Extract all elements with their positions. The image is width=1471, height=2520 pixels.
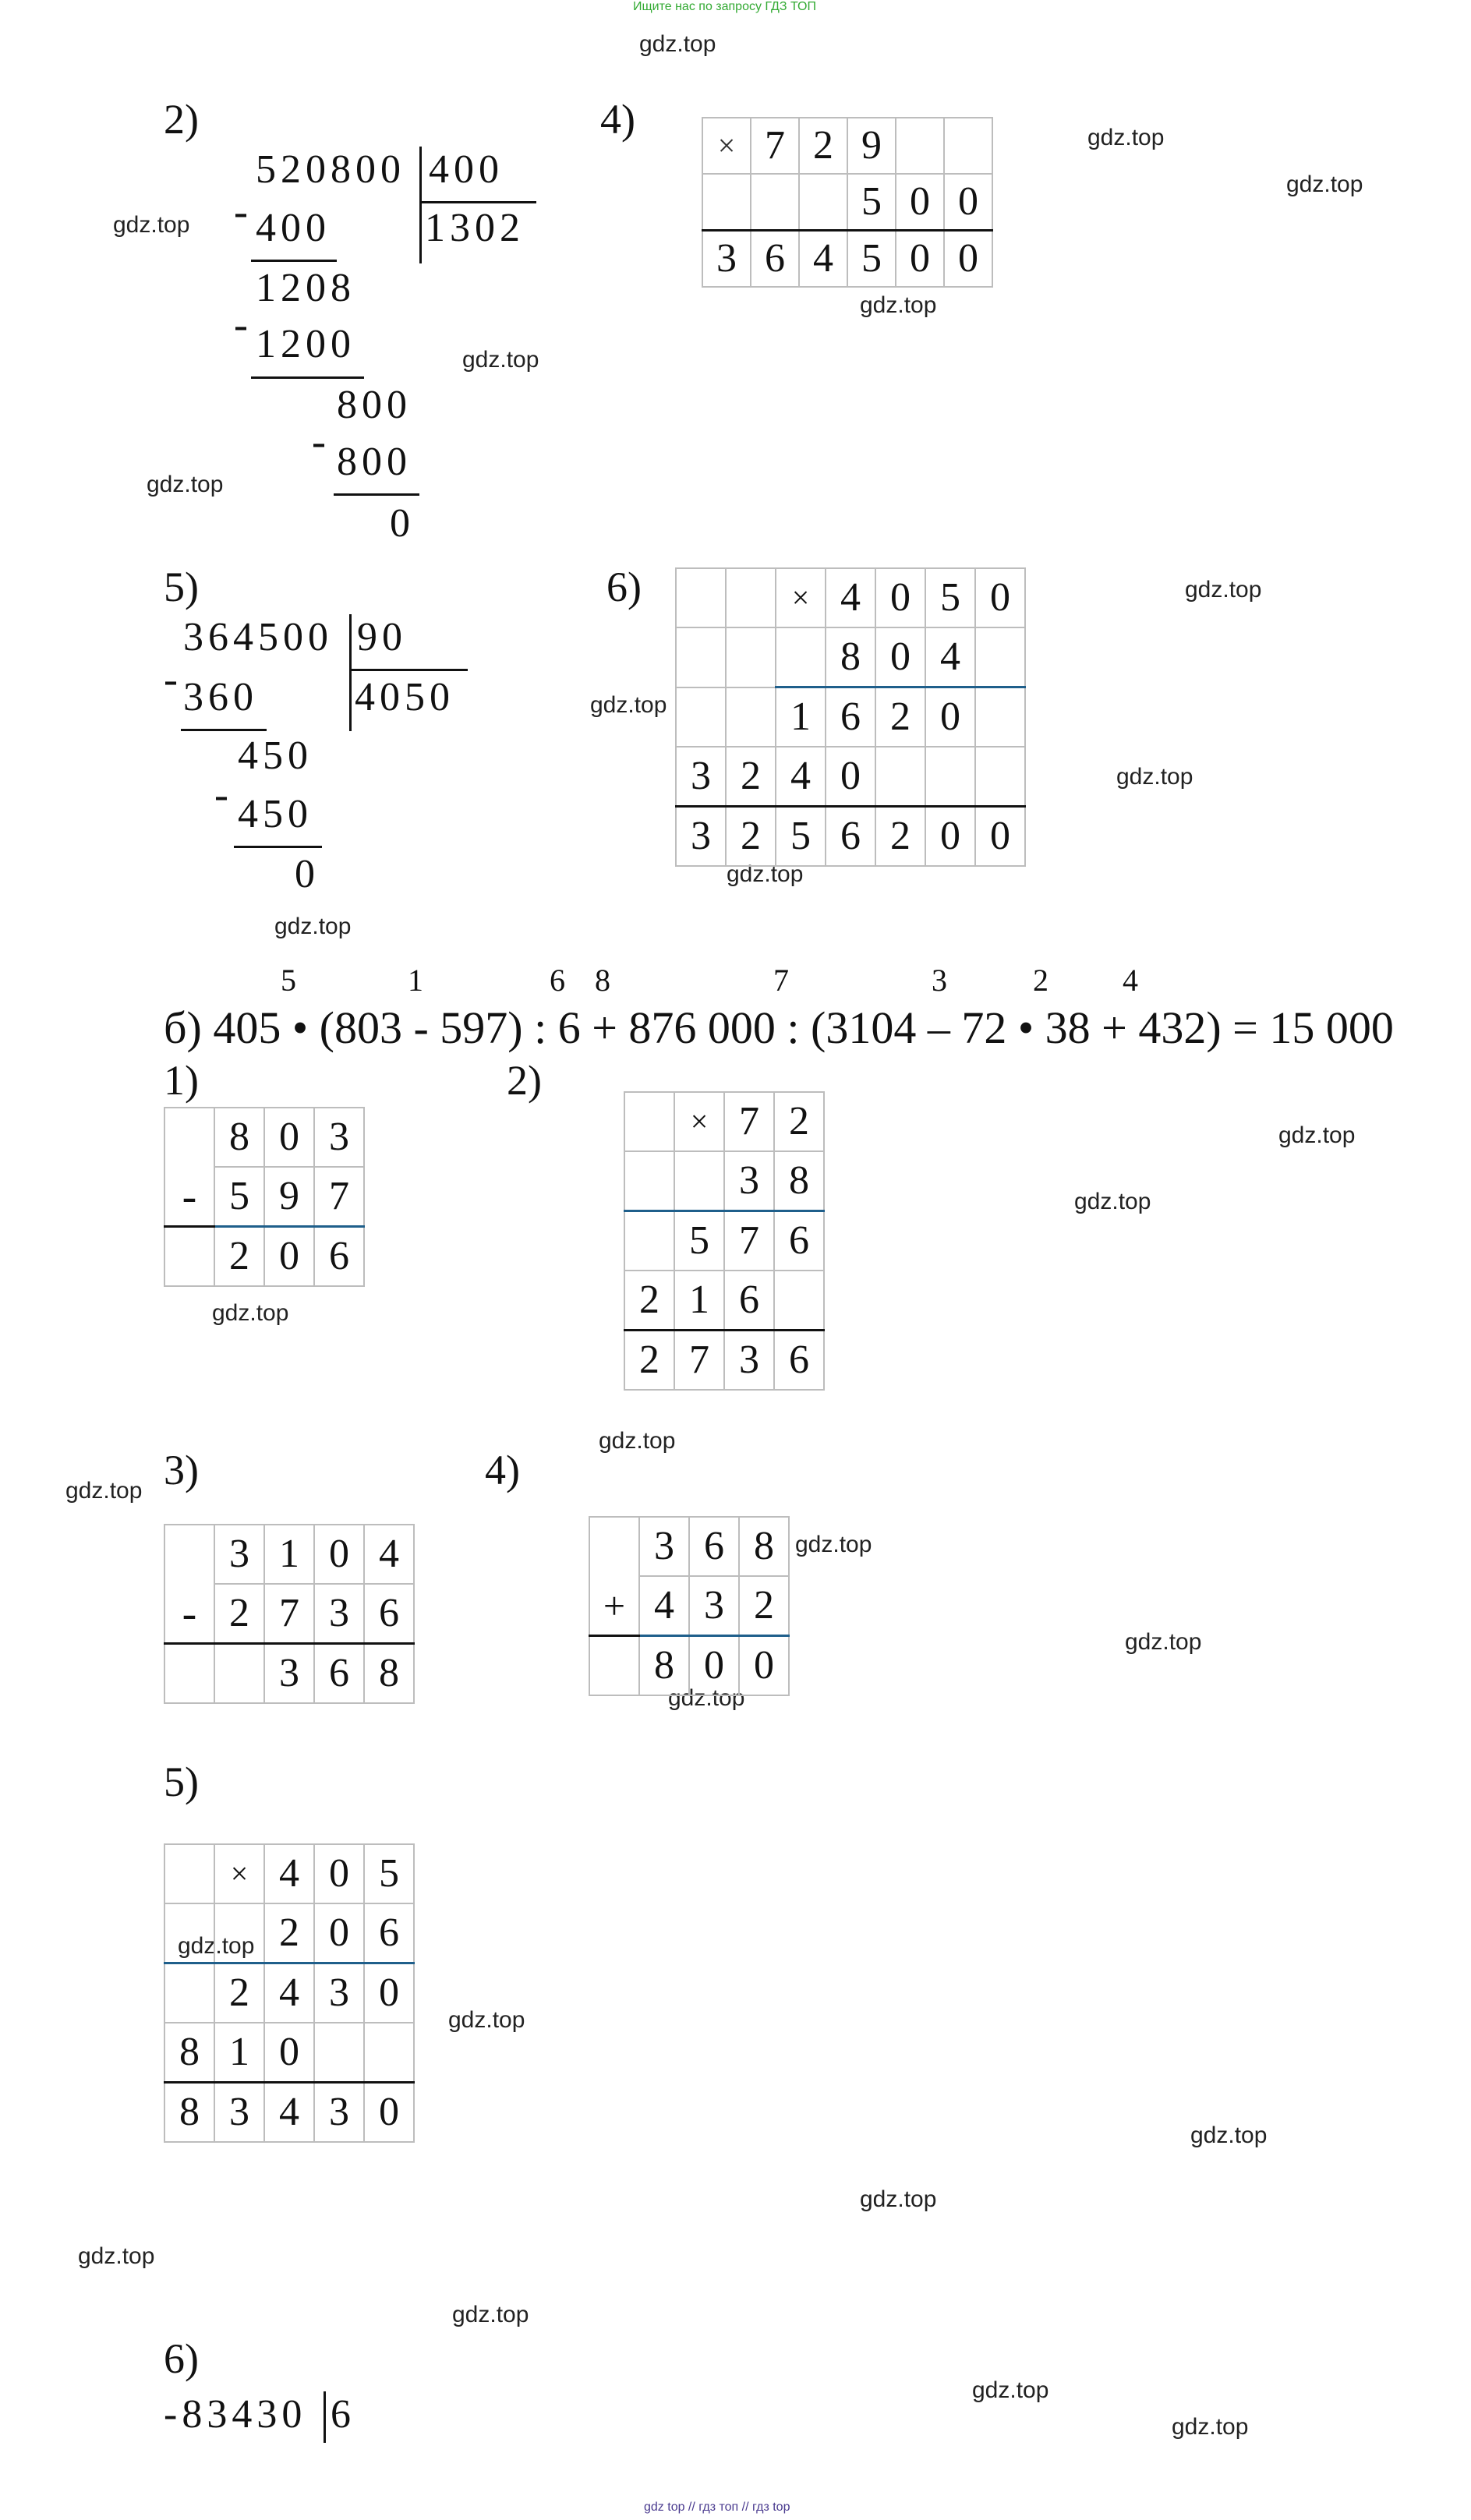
grid-cell (164, 1903, 214, 1963)
watermark: gdz.top (1087, 125, 1165, 150)
step-subtrahend: 450 (238, 792, 313, 836)
watermark: gdz.top (274, 914, 352, 939)
step-remainder: 450 (238, 733, 313, 778)
minus-sign: - (234, 188, 248, 235)
grid-cell: 7 (724, 1211, 774, 1271)
grid-cell: 2 (264, 1903, 314, 1963)
grid-cell: 8 (164, 2023, 214, 2083)
dividend: 364500 (183, 615, 333, 659)
grid-cell: 4 (799, 231, 847, 288)
problem-label: 6) (164, 2335, 199, 2382)
grid-cell: 5 (214, 1167, 264, 1227)
problem-label: 4) (600, 96, 635, 143)
grid-cell: 8 (639, 1636, 689, 1696)
order-number: 1 (408, 963, 423, 998)
grid-cell (214, 1644, 264, 1704)
watermark: gdz.top (727, 861, 804, 887)
grid-cell: 5 (674, 1211, 724, 1271)
grid-cell: 0 (826, 747, 875, 807)
minus-sign: - (214, 771, 228, 818)
grid-cell (589, 1636, 639, 1696)
times-sign: × (776, 568, 826, 627)
grid-cell (624, 1092, 674, 1151)
grid-cell (164, 1644, 214, 1704)
grid-cell: 0 (944, 231, 992, 288)
grid-cell (674, 1151, 724, 1211)
grid-cell (676, 568, 726, 627)
grid-cell: 7 (751, 118, 799, 174)
watermark: gdz.top (639, 31, 716, 57)
grid-cell (975, 687, 1025, 748)
grid-cell: 1 (264, 1525, 314, 1584)
grid-cell: 2 (739, 1576, 789, 1636)
problem-label: 2) (507, 1057, 542, 1104)
step-subtrahend: 400 (256, 206, 331, 250)
grid-cell (589, 1517, 639, 1576)
grid-cell: 0 (975, 807, 1025, 867)
watermark: gdz.top (1185, 577, 1262, 603)
minus-sign: - (164, 656, 178, 702)
problem-label: 4) (485, 1447, 520, 1493)
problem-label: 3) (164, 1447, 199, 1493)
grid-cell: 2 (624, 1331, 674, 1391)
grid-cell: 5 (847, 174, 896, 231)
step-remainder: 800 (337, 383, 412, 427)
watermark: gdz.top (860, 292, 937, 318)
watermark: gdz.top (452, 2302, 529, 2327)
order-number: 3 (932, 963, 947, 998)
grid-cell: 0 (689, 1636, 739, 1696)
grid-cell: 7 (314, 1167, 364, 1227)
grid-cell (164, 1525, 214, 1584)
grid-cell: 3 (264, 1644, 314, 1704)
problem-label: 1) (164, 1057, 199, 1104)
divisor: 90 (357, 615, 407, 659)
problem-label: 5) (164, 564, 199, 610)
grid-cell: 8 (164, 2083, 214, 2143)
grid-cell: 0 (925, 807, 975, 867)
grid-cell (975, 627, 1025, 687)
multiplication-grid (624, 1091, 825, 1391)
grid-cell: 2 (214, 1584, 264, 1644)
watermark: gdz.top (78, 2243, 155, 2269)
watermark: gdz.top (1074, 1189, 1151, 1214)
grid-cell: 0 (739, 1636, 789, 1696)
grid-cell: 2 (624, 1271, 674, 1331)
dividend: 520800 (256, 147, 405, 192)
grid-cell: 3 (314, 1963, 364, 2023)
grid-cell: 2 (214, 1963, 264, 2023)
problem-label: 2) (164, 96, 199, 143)
grid-cell: 4 (639, 1576, 689, 1636)
grid-cell: 6 (364, 1584, 414, 1644)
watermark: gdz.top (462, 347, 539, 373)
grid-cell: 6 (826, 687, 875, 748)
grid-cell: 0 (364, 2083, 414, 2143)
grid-cell (702, 174, 751, 231)
grid-cell: 6 (774, 1211, 824, 1271)
grid-cell: 8 (774, 1151, 824, 1211)
grid-cell: 2 (726, 807, 776, 867)
watermark: gdz.top (1116, 764, 1193, 790)
grid-cell: 6 (314, 1227, 364, 1287)
step-remainder: 1208 (256, 266, 355, 310)
grid-cell: 0 (364, 1963, 414, 2023)
watermark: gdz.top (972, 2377, 1049, 2403)
watermark: gdz.top (1125, 1629, 1202, 1655)
final-remainder: 0 (390, 501, 415, 546)
order-number: 2 (1033, 963, 1048, 998)
grid-cell: 0 (875, 568, 925, 627)
grid-cell (164, 1227, 214, 1287)
grid-cell (875, 747, 925, 807)
grid-cell: 4 (264, 1844, 314, 1903)
subtraction-grid (164, 1107, 365, 1287)
order-number: 5 (281, 963, 296, 998)
watermark: gdz.top (147, 472, 224, 497)
grid-cell: 3 (724, 1331, 774, 1391)
grid-cell: 0 (896, 231, 944, 288)
watermark: gdz.top (178, 1933, 255, 1959)
grid-cell (944, 118, 992, 174)
grid-cell: 0 (314, 1903, 364, 1963)
order-number: 7 (773, 963, 789, 998)
watermark: gdz.top (113, 212, 190, 238)
problem-label: 6) (606, 564, 642, 610)
grid-cell: 0 (944, 174, 992, 231)
grid-cell: 3 (314, 1108, 364, 1167)
watermark: gdz.top (1286, 171, 1363, 197)
minus-sign: - (234, 301, 248, 348)
times-sign: × (674, 1092, 724, 1151)
grid-cell: 2 (875, 807, 925, 867)
grid-cell: 0 (925, 687, 975, 748)
addition-grid (589, 1516, 790, 1696)
times-sign: × (702, 118, 751, 174)
grid-cell: 9 (847, 118, 896, 174)
grid-cell: 4 (264, 1963, 314, 2023)
grid-cell: 4 (364, 1525, 414, 1584)
grid-cell (776, 627, 826, 687)
order-number: 8 (595, 963, 610, 998)
grid-cell: 8 (214, 1108, 264, 1167)
multiplication-grid (675, 567, 1026, 867)
grid-cell (751, 174, 799, 231)
watermark: gdz.top (1278, 1122, 1356, 1148)
order-number: 6 (550, 963, 565, 998)
grid-cell: 6 (314, 1644, 364, 1704)
grid-cell: 4 (776, 747, 826, 807)
grid-cell: 0 (314, 1844, 364, 1903)
minus-sign: - (164, 1167, 214, 1227)
grid-cell: 6 (364, 1903, 414, 1963)
final-remainder: 0 (295, 852, 320, 896)
watermark: gdz.top (1172, 2414, 1249, 2440)
grid-cell: 5 (364, 1844, 414, 1903)
grid-cell: 4 (826, 568, 875, 627)
grid-cell: 1 (776, 687, 826, 748)
grid-cell: 5 (847, 231, 896, 288)
grid-cell: 3 (724, 1151, 774, 1211)
grid-cell: 2 (774, 1092, 824, 1151)
grid-cell: 2 (726, 747, 776, 807)
grid-cell: 5 (925, 568, 975, 627)
grid-cell: 3 (214, 2083, 264, 2143)
grid-cell: 0 (896, 174, 944, 231)
step-subtrahend: 800 (337, 440, 412, 484)
order-number: 4 (1123, 963, 1138, 998)
grid-cell: 3 (676, 807, 726, 867)
multiplication-grid (164, 1843, 415, 2143)
grid-cell: 0 (975, 568, 1025, 627)
watermark: gdz.top (212, 1300, 289, 1326)
quotient: 1302 (425, 206, 525, 250)
grid-cell: 0 (264, 1108, 314, 1167)
watermark: gdz.top (448, 2007, 525, 2033)
footer: gdz top // гдз топ // гдз top (644, 2501, 790, 2514)
grid-cell: 3 (702, 231, 751, 288)
minus-sign: - (312, 418, 326, 465)
grid-cell (364, 2023, 414, 2083)
minus-sign: - (164, 1584, 214, 1644)
grid-cell (925, 747, 975, 807)
plus-sign: + (589, 1576, 639, 1636)
grid-cell: 1 (674, 1271, 724, 1331)
grid-cell: 9 (264, 1167, 314, 1227)
grid-cell (164, 1963, 214, 2023)
grid-cell: 1 (214, 2023, 264, 2083)
grid-cell: 4 (264, 2083, 314, 2143)
grid-cell (164, 1844, 214, 1903)
grid-cell (624, 1151, 674, 1211)
dividend: -83430 (164, 2392, 307, 2437)
watermark: gdz.top (668, 1685, 745, 1711)
step-subtrahend: 360 (183, 675, 258, 719)
grid-cell: 6 (826, 807, 875, 867)
grid-cell: 2 (875, 687, 925, 748)
problem-label: 5) (164, 1758, 199, 1805)
grid-cell: 4 (925, 627, 975, 687)
multiplication-grid (702, 117, 993, 288)
grid-cell (774, 1271, 824, 1331)
watermark: gdz.top (1190, 2122, 1268, 2148)
grid-cell: 3 (214, 1525, 264, 1584)
step-subtrahend: 1200 (256, 322, 355, 366)
grid-cell (726, 568, 776, 627)
expression: б) 405 • (803 - 597) : 6 + 876 000 : (3104 – 72 • 38 + 432) = 15 000 (164, 1002, 1394, 1053)
grid-cell: 2 (799, 118, 847, 174)
watermark: gdz.top (860, 2186, 937, 2212)
grid-cell: 6 (724, 1271, 774, 1331)
grid-cell (624, 1211, 674, 1271)
grid-cell (214, 1903, 264, 1963)
divisor: 6 (331, 2392, 355, 2437)
grid-cell: 8 (364, 1644, 414, 1704)
grid-cell (799, 174, 847, 231)
grid-cell: 7 (674, 1331, 724, 1391)
grid-cell: 0 (264, 2023, 314, 2083)
times-sign: × (214, 1844, 264, 1903)
grid-cell: 7 (264, 1584, 314, 1644)
grid-cell (164, 1108, 214, 1167)
grid-cell: 5 (776, 807, 826, 867)
grid-cell: 3 (689, 1576, 739, 1636)
grid-cell (676, 627, 726, 687)
divisor: 400 (429, 147, 504, 192)
grid-cell: 3 (314, 2083, 364, 2143)
grid-cell (726, 687, 776, 748)
grid-cell: 8 (826, 627, 875, 687)
top-banner: Ищите нас по запросу ГДЗ ТОП (633, 0, 816, 13)
grid-cell: 0 (875, 627, 925, 687)
watermark: gdz.top (599, 1428, 676, 1454)
subtraction-grid (164, 1524, 415, 1704)
grid-cell (975, 747, 1025, 807)
grid-cell: 0 (264, 1227, 314, 1287)
grid-cell: 3 (314, 1584, 364, 1644)
grid-cell (726, 627, 776, 687)
grid-cell: 6 (689, 1517, 739, 1576)
grid-cell: 6 (774, 1331, 824, 1391)
grid-cell: 2 (214, 1227, 264, 1287)
watermark: gdz.top (795, 1532, 872, 1557)
watermark: gdz.top (590, 692, 667, 718)
grid-cell: 0 (314, 1525, 364, 1584)
grid-cell: 8 (739, 1517, 789, 1576)
grid-cell: 3 (639, 1517, 689, 1576)
quotient: 4050 (355, 675, 454, 719)
grid-cell (676, 687, 726, 748)
grid-cell (314, 2023, 364, 2083)
grid-cell: 6 (751, 231, 799, 288)
grid-cell (896, 118, 944, 174)
grid-cell: 7 (724, 1092, 774, 1151)
grid-cell: 3 (676, 747, 726, 807)
watermark: gdz.top (65, 1478, 143, 1504)
